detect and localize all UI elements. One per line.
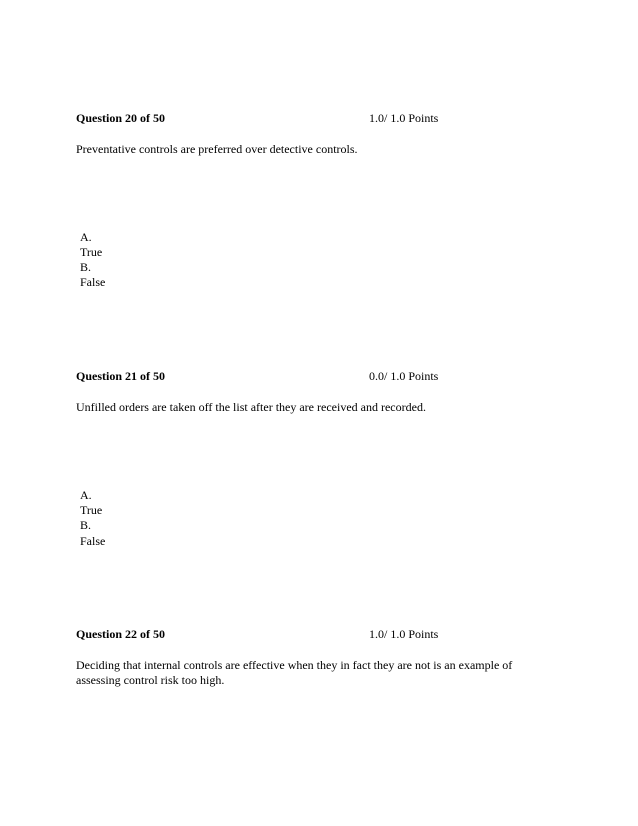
question-points: 0.0/ 1.0 Points — [369, 369, 439, 383]
question-text: Deciding that internal controls are effective when they in fact they are not is an example of assessing control risk too high. — [76, 658, 513, 687]
option-text-false: False — [80, 275, 106, 289]
option-letter-a: A. — [80, 230, 92, 244]
option-letter-b: B. — [80, 260, 92, 274]
option-text-true: True — [80, 245, 103, 259]
question-number: Question 20 of 50 — [76, 111, 166, 125]
question-number: Question 22 of 50 — [76, 627, 166, 641]
question-points: 1.0/ 1.0 Points — [369, 627, 439, 641]
question-header — [76, 111, 476, 127]
question-text: Unfilled orders are taken off the list after they are received and recorded. — [76, 400, 426, 414]
question-text: Preventative controls are preferred over detective controls. — [76, 142, 358, 156]
question-points: 1.0/ 1.0 Points — [369, 111, 439, 125]
question-header — [76, 369, 476, 385]
question-number: Question 21 of 50 — [76, 369, 166, 383]
option-text-true: True — [80, 503, 103, 517]
option-letter-a: A. — [80, 488, 92, 502]
question-header — [76, 627, 476, 643]
option-text-false: False — [80, 534, 106, 548]
option-letter-b: B. — [80, 518, 92, 532]
